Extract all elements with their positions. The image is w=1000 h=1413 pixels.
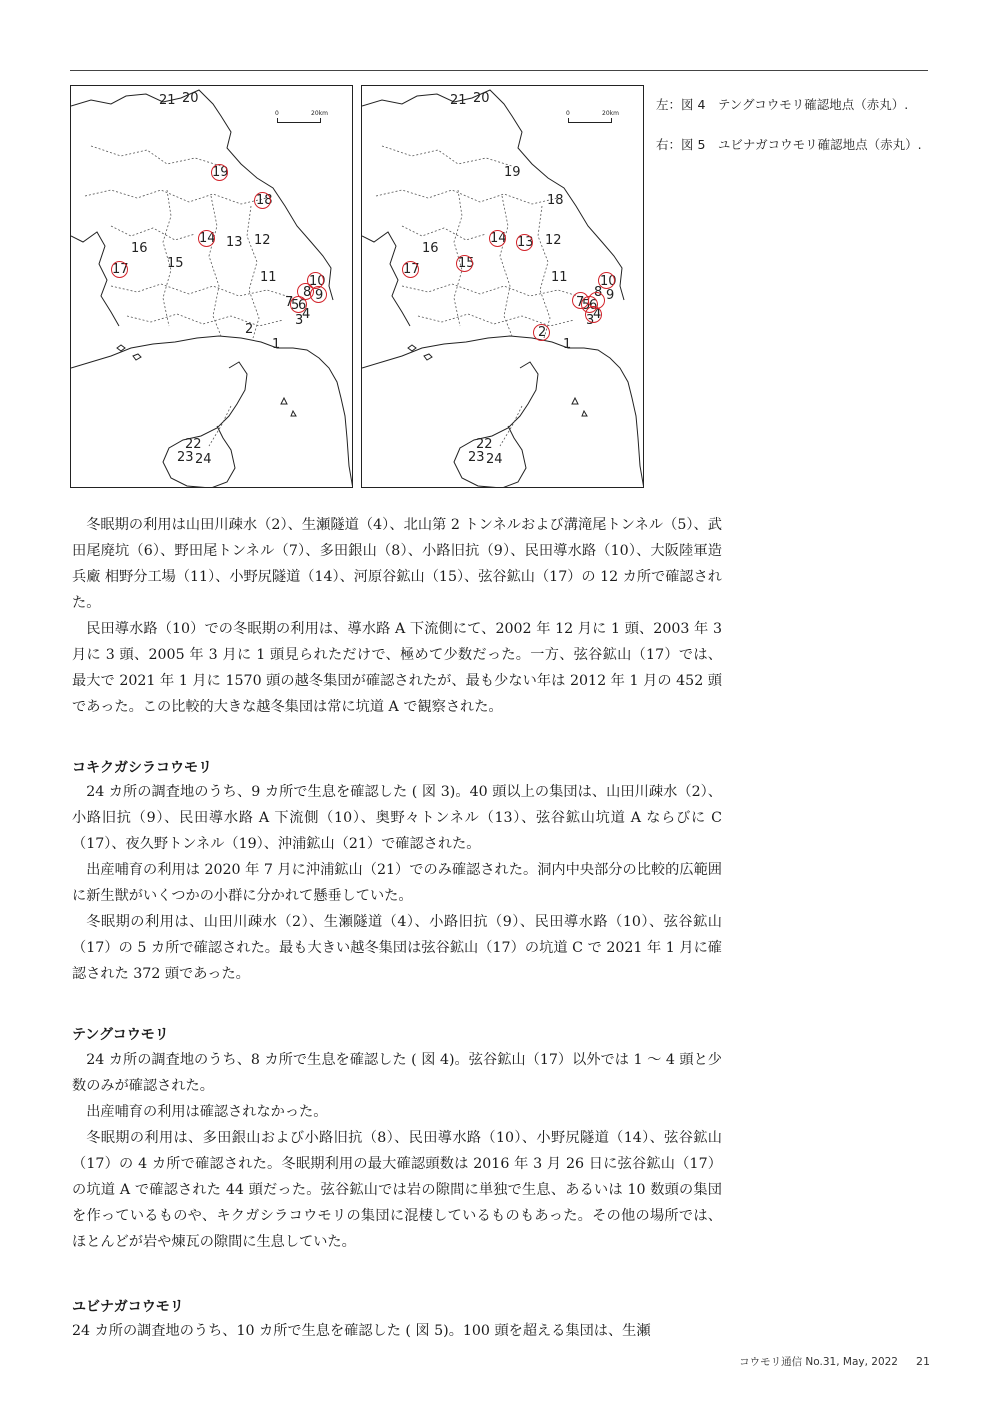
yubinaga-section bbox=[72, 1318, 722, 1344]
site-number-label: 14 bbox=[490, 231, 507, 246]
site-number-label: 7 bbox=[576, 295, 585, 310]
site-number-label: 5 bbox=[582, 298, 591, 313]
paragraph: 冬眠期の利用は山田川疎水（2）、生瀬隧道（4）、北山第 2 トンネルおよび溝滝尾トンネル（5）、武田尾廃坑（6）、野田尾トンネル（7）、多田銀山（8）、小路旧抗（9）、民田導水路（10）、大阪陸軍造兵廠 相野分工場（11）、小野尻隧道（14）、河原谷鉱山（15）、弦谷鉱山（17）の 12 カ所で確認された。 bbox=[72, 517, 722, 611]
site-number-label: 18 bbox=[547, 193, 564, 208]
site-number-label: 3 bbox=[586, 313, 595, 328]
site-number-label: 19 bbox=[212, 165, 229, 180]
scale-label-end: 20km bbox=[311, 110, 328, 117]
site-number-label: 9 bbox=[315, 288, 324, 303]
map-figure-4 bbox=[70, 85, 353, 488]
confirmed-site-marker bbox=[198, 230, 215, 247]
confirmed-site-marker bbox=[290, 296, 307, 313]
caption-figure-5: 右：図 5 ユビナガコウモリ確認地点（赤丸）. bbox=[656, 137, 922, 152]
site-number-label: 2 bbox=[245, 322, 254, 337]
site-number-label: 23 bbox=[177, 450, 194, 465]
site-number-label: 6 bbox=[298, 298, 307, 313]
confirmed-site-marker bbox=[402, 261, 419, 278]
confirmed-site-marker bbox=[585, 306, 602, 323]
section-heading-tengu: テングコウモリ bbox=[72, 1027, 169, 1043]
site-number-label: 8 bbox=[303, 285, 312, 300]
site-number-label: 24 bbox=[195, 452, 212, 467]
site-number-label: 21 bbox=[450, 93, 467, 108]
site-number-label: 10 bbox=[600, 274, 617, 289]
site-number-label: 3 bbox=[295, 313, 304, 328]
paragraph: 冬眠期の利用は、山田川疎水（2）、生瀬隧道（4）、小路旧抗（9）、民田導水路（10）、弦谷鉱山（17）の 5 カ所で確認された。最も大きい越冬集団は弦谷鉱山（17）の坑道 C で 2021 年 1 月に確認された 372 頭であった。 bbox=[72, 914, 722, 982]
caption-figure-4: 左：図 4 テングコウモリ確認地点（赤丸）. bbox=[656, 97, 909, 112]
site-number-label: 13 bbox=[226, 235, 243, 250]
site-number-label: 4 bbox=[593, 307, 602, 322]
paragraph: 民田導水路（10）での冬眠期の利用は、導水路 A 下流側にて、2002 年 12 月に 1 頭、2003 年 3 月に 3 頭、2005 年 3 月に 1 頭見られただけで、極めて少数だった。一方、弦谷鉱山（17）では、最大で 2021 年 1 月に 1570 頭の越冬集団が確認されたが、最も少ない年は 2012 年 1 月の 452 頭であった。この比較的大きな越冬集団は常に坑道 A で観察された。 bbox=[72, 621, 722, 715]
site-number-label: 16 bbox=[422, 241, 439, 256]
journal-info: コウモリ通信 No.31, May, 2022 bbox=[739, 1356, 898, 1368]
site-number-label: 1 bbox=[563, 337, 572, 352]
scale-label-zero: 0 bbox=[566, 110, 570, 117]
site-number-label: 20 bbox=[473, 91, 490, 106]
site-number-label: 17 bbox=[403, 262, 420, 277]
site-number-label: 2 bbox=[538, 325, 547, 340]
site-number-label: 20 bbox=[182, 91, 199, 106]
site-number-label: 12 bbox=[254, 233, 271, 248]
tengu-section bbox=[72, 1047, 722, 1255]
site-number-label: 21 bbox=[159, 93, 176, 108]
site-number-label: 14 bbox=[199, 231, 216, 246]
site-number-label: 5 bbox=[291, 298, 300, 313]
paragraph: 出産哺育の利用は 2020 年 7 月に沖浦鉱山（21）でのみ確認された。洞内中央部分の比較的広範囲に新生獣がいくつかの小群に分かれて懸垂していた。 bbox=[72, 862, 722, 904]
scale-bar bbox=[277, 118, 321, 123]
site-number-label: 16 bbox=[131, 241, 148, 256]
site-number-label: 24 bbox=[486, 452, 503, 467]
site-number-label: 19 bbox=[504, 165, 521, 180]
section-heading-yubinaga: ユビナガコウモリ bbox=[72, 1299, 184, 1315]
site-number-label: 11 bbox=[260, 270, 277, 285]
scale-label-zero: 0 bbox=[275, 110, 279, 117]
paragraph: 24 カ所の調査地のうち、9 カ所で生息を確認した ( 図 3)。40 頭以上の集団は、山田川疎水（2）、小路旧抗（9）、民田導水路 A 下流側（10）、奥野々トンネル（13）、弦谷鉱山坑道 A ならびに C（17）、夜久野トンネル（19）、沖浦鉱山（21）で確認された。 bbox=[72, 784, 722, 852]
map-figure-5 bbox=[361, 85, 644, 488]
confirmed-site-marker bbox=[489, 230, 506, 247]
site-number-label: 6 bbox=[589, 298, 598, 313]
confirmed-site-marker bbox=[598, 272, 615, 289]
confirmed-site-marker bbox=[310, 286, 327, 303]
site-number-label: 15 bbox=[167, 256, 184, 271]
scale-bar bbox=[568, 118, 612, 123]
site-number-label: 22 bbox=[476, 437, 493, 452]
confirmed-site-marker bbox=[254, 192, 271, 209]
header-rule bbox=[70, 70, 928, 71]
site-number-label: 13 bbox=[517, 235, 534, 250]
site-number-label: 9 bbox=[606, 288, 615, 303]
site-number-label: 18 bbox=[256, 193, 273, 208]
site-number-label: 7 bbox=[285, 295, 294, 310]
paragraph: 24 カ所の調査地のうち、8 カ所で生息を確認した ( 図 4)。弦谷鉱山（17）以外では 1 〜 4 頭と少数のみが確認された。 bbox=[72, 1052, 722, 1094]
site-number-label: 22 bbox=[185, 437, 202, 452]
intro-section bbox=[72, 512, 722, 720]
site-number-label: 17 bbox=[112, 262, 129, 277]
confirmed-site-marker bbox=[211, 164, 228, 181]
site-number-label: 11 bbox=[551, 270, 568, 285]
confirmed-site-marker bbox=[516, 234, 533, 251]
page-footer bbox=[739, 1354, 930, 1369]
confirmed-site-marker bbox=[111, 261, 128, 278]
page-number: 21 bbox=[916, 1355, 930, 1368]
kokikugashira-section bbox=[72, 779, 722, 987]
site-number-label: 12 bbox=[545, 233, 562, 248]
scale-label-end: 20km bbox=[602, 110, 619, 117]
confirmed-site-marker bbox=[456, 255, 473, 272]
site-number-label: 4 bbox=[302, 307, 311, 322]
paragraph: 24 カ所の調査地のうち、10 カ所で生息を確認した ( 図 5)。100 頭を超える集団は、生瀬 bbox=[72, 1323, 651, 1339]
paragraph: 冬眠期の利用は、多田銀山および小路旧抗（8）、民田導水路（10）、小野尻隧道（14）、弦谷鉱山（17）の 4 カ所で確認された。冬眠期利用の最大確認頭数は 2016 年 3 月 26 日に弦谷鉱山（17）の坑道 A で確認された 44 頭だった。弦谷鉱山では岩の隙間に単独で生息、あるいは 10 数頭の集団を作っているものや、キクガシラコウモリの集団に混棲しているものもあった。その他の場所では、ほとんどが岩や煉瓦の隙間に生息していた。 bbox=[72, 1130, 722, 1250]
site-number-label: 15 bbox=[458, 256, 475, 271]
paragraph: 出産哺育の利用は確認されなかった。 bbox=[86, 1104, 328, 1120]
site-number-label: 23 bbox=[468, 450, 485, 465]
section-heading-kokikugashira: コキクガシラコウモリ bbox=[72, 760, 212, 776]
site-number-label: 1 bbox=[272, 337, 281, 352]
confirmed-site-marker bbox=[533, 324, 550, 341]
site-number-label: 8 bbox=[594, 285, 603, 300]
site-number-label: 10 bbox=[309, 274, 326, 289]
